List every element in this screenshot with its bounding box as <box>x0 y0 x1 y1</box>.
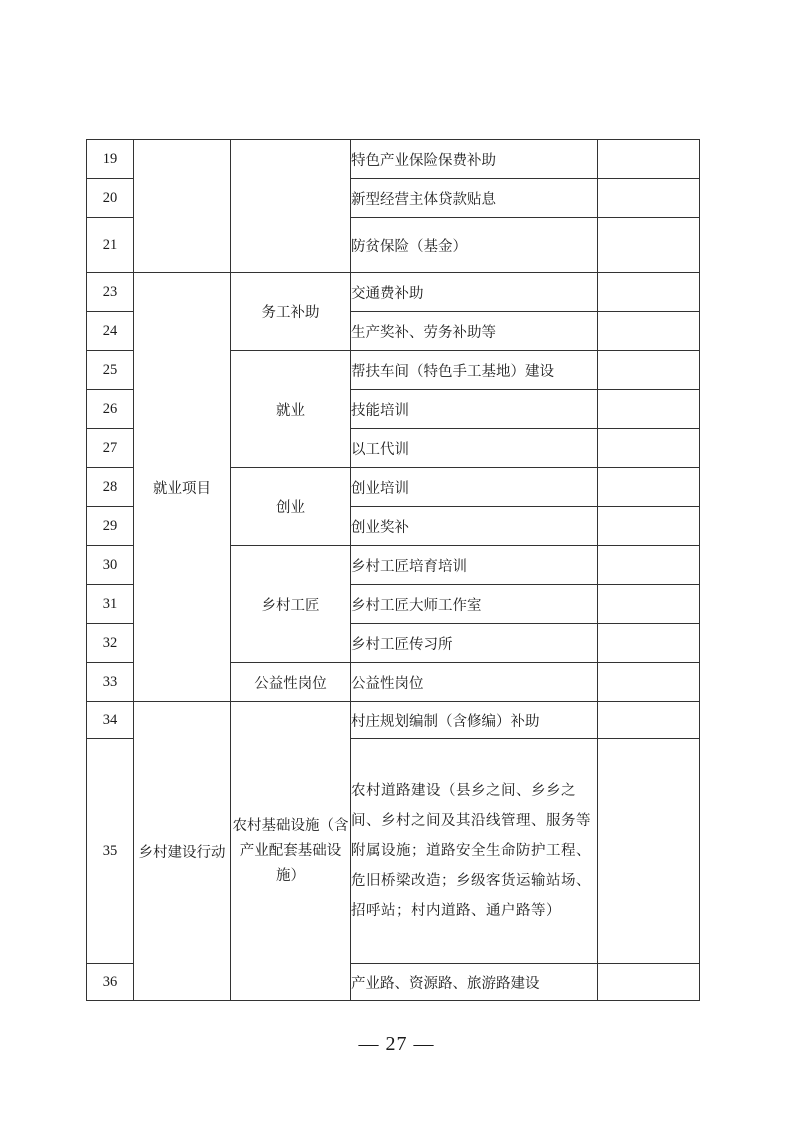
item-cell: 特色产业保险保费补助 <box>351 140 598 179</box>
row-number: 32 <box>87 624 134 663</box>
note-cell <box>598 179 700 218</box>
note-cell <box>598 468 700 507</box>
row-number: 36 <box>87 964 134 1001</box>
row-number: 33 <box>87 663 134 702</box>
subcategory-labor-subsidy: 务工补助 <box>231 273 351 351</box>
row-number: 31 <box>87 585 134 624</box>
row-number: 24 <box>87 312 134 351</box>
note-cell <box>598 624 700 663</box>
item-cell: 以工代训 <box>351 429 598 468</box>
subcategory-rural-infrastructure: 农村基础设施（含产业配套基础设施） <box>231 702 351 1001</box>
item-cell: 创业奖补 <box>351 507 598 546</box>
row-number: 34 <box>87 702 134 739</box>
item-cell: 新型经营主体贷款贴息 <box>351 179 598 218</box>
subcategory-public-welfare-post: 公益性岗位 <box>231 663 351 702</box>
item-cell: 创业培训 <box>351 468 598 507</box>
category-cell-blank <box>134 140 231 273</box>
item-cell: 乡村工匠大师工作室 <box>351 585 598 624</box>
item-cell: 防贫保险（基金） <box>351 218 598 273</box>
note-cell <box>598 140 700 179</box>
row-number: 35 <box>87 739 134 964</box>
note-cell <box>598 964 700 1001</box>
note-cell <box>598 585 700 624</box>
note-cell <box>598 351 700 390</box>
row-number: 27 <box>87 429 134 468</box>
table-row <box>87 702 700 739</box>
row-number: 26 <box>87 390 134 429</box>
table-row <box>87 140 700 179</box>
item-cell: 公益性岗位 <box>351 663 598 702</box>
row-number: 28 <box>87 468 134 507</box>
row-number: 30 <box>87 546 134 585</box>
note-cell <box>598 507 700 546</box>
subcategory-entrepreneurship: 创业 <box>231 468 351 546</box>
note-cell <box>598 273 700 312</box>
note-cell <box>598 390 700 429</box>
subcategory-rural-craftsman: 乡村工匠 <box>231 546 351 663</box>
row-number: 20 <box>87 179 134 218</box>
table-row <box>87 273 700 312</box>
item-cell: 产业路、资源路、旅游路建设 <box>351 964 598 1001</box>
row-number: 23 <box>87 273 134 312</box>
row-number: 29 <box>87 507 134 546</box>
note-cell <box>598 429 700 468</box>
project-table <box>86 139 700 1001</box>
item-cell: 技能培训 <box>351 390 598 429</box>
item-cell: 乡村工匠培育培训 <box>351 546 598 585</box>
row-number: 25 <box>87 351 134 390</box>
note-cell <box>598 739 700 964</box>
subcategory-employment: 就业 <box>231 351 351 468</box>
item-cell: 生产奖补、劳务补助等 <box>351 312 598 351</box>
row-number: 21 <box>87 218 134 273</box>
page-number: — 27 — <box>358 1033 435 1055</box>
note-cell <box>598 312 700 351</box>
item-cell: 村庄规划编制（含修编）补助 <box>351 702 598 739</box>
note-cell <box>598 702 700 739</box>
item-cell: 乡村工匠传习所 <box>351 624 598 663</box>
item-cell: 交通费补助 <box>351 273 598 312</box>
item-cell: 帮扶车间（特色手工基地）建设 <box>351 351 598 390</box>
category-rural-construction: 乡村建设行动 <box>134 702 231 1001</box>
note-cell <box>598 663 700 702</box>
note-cell <box>598 218 700 273</box>
item-cell: 农村道路建设（县乡之间、乡乡之间、乡村之间及其沿线管理、服务等附属设施；道路安全生命防护工程、危旧桥梁改造；乡级客货运输站场、招呼站；村内道路、通户路等） <box>351 739 598 964</box>
subcategory-cell-blank <box>231 140 351 273</box>
note-cell <box>598 546 700 585</box>
category-employment: 就业项目 <box>134 273 231 702</box>
row-number: 19 <box>87 140 134 179</box>
